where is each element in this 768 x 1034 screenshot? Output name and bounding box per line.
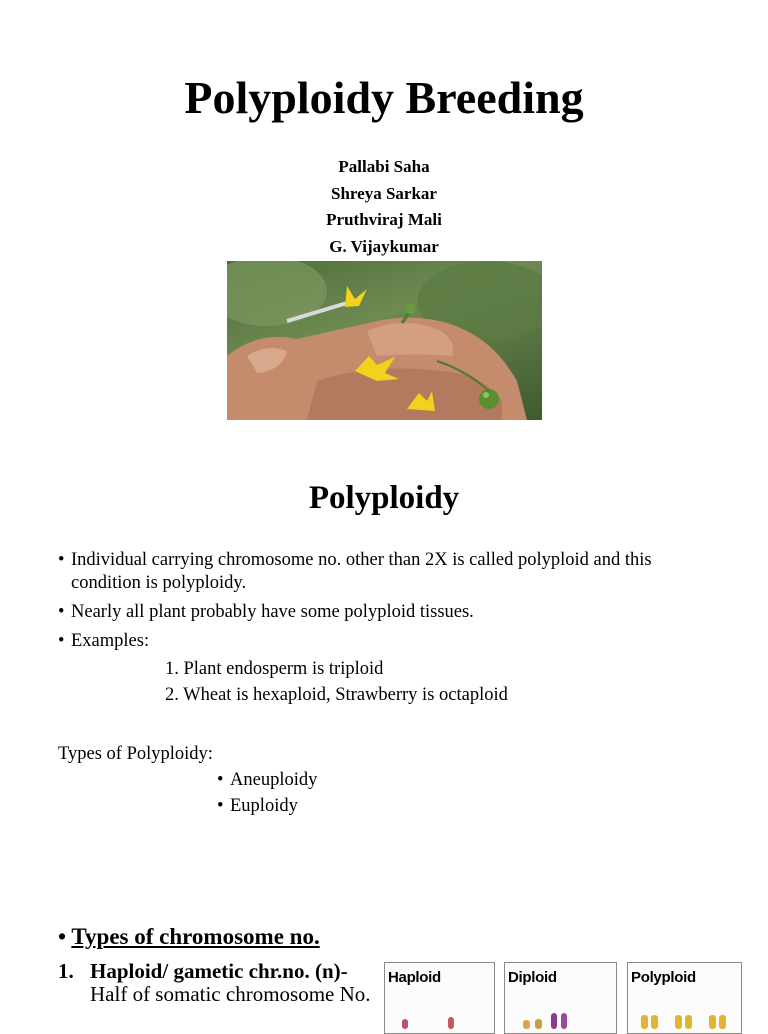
chromosome-shape bbox=[561, 1013, 567, 1029]
chromosome-shape bbox=[448, 1017, 454, 1029]
chromosome-shape bbox=[719, 1015, 726, 1029]
type-item: • Euploidy bbox=[217, 793, 317, 819]
chromosome-shape bbox=[685, 1015, 692, 1029]
item-description: Half of somatic chromosome No. bbox=[90, 982, 371, 1006]
polyploid-panel bbox=[627, 962, 742, 1034]
page-title: Polyploidy Breeding bbox=[184, 72, 584, 123]
examples-list bbox=[165, 657, 508, 708]
author-name: Pruthviraj Mali bbox=[326, 210, 442, 229]
bullet-item: • Individual carrying chromosome no. other than 2X is called polyploid and this condition is polyploidy. bbox=[58, 549, 718, 595]
example-item: 1. Plant endosperm is triploid bbox=[165, 659, 384, 679]
diploid-panel bbox=[504, 962, 617, 1034]
type-item: • Aneuploidy bbox=[217, 767, 317, 793]
item-heading: Haploid/ gametic chr.no. (n)- bbox=[90, 959, 348, 983]
panel-label: Haploid bbox=[388, 969, 441, 986]
haploid-panel bbox=[384, 962, 495, 1034]
chromosome-shape bbox=[641, 1015, 648, 1029]
chromosome-shape bbox=[402, 1019, 408, 1029]
author-name: Shreya Sarkar bbox=[331, 183, 437, 203]
chromosome-heading-text: Types of chromosome no. bbox=[71, 924, 320, 949]
chromosome-shape bbox=[709, 1015, 716, 1029]
polyploidy-bullet-list bbox=[58, 549, 718, 659]
author-name: Pallabi Saha bbox=[338, 157, 430, 176]
bullet-item: • Nearly all plant probably have some polyploid tissues. bbox=[58, 601, 718, 624]
chromosome-heading: • Types of chromosome no. bbox=[58, 924, 320, 949]
chromosome-shape bbox=[551, 1013, 557, 1029]
chromosome-type-item bbox=[58, 960, 378, 1006]
chromosome-shape bbox=[675, 1015, 682, 1029]
types-list bbox=[217, 767, 317, 819]
author-list bbox=[0, 154, 768, 260]
author-name: G. Vijaykumar bbox=[329, 236, 439, 256]
section-heading: Polyploidy bbox=[308, 480, 460, 516]
panel-label: Diploid bbox=[508, 969, 557, 986]
item-number: 1. bbox=[58, 959, 74, 983]
panel-label: Polyploid bbox=[631, 969, 696, 986]
types-label: Types of Polyploidy: bbox=[58, 744, 213, 764]
chromosome-shape bbox=[535, 1019, 542, 1029]
example-item: 2. Wheat is hexaploid, Strawberry is octaploid bbox=[165, 684, 508, 705]
chromosome-shape bbox=[523, 1020, 530, 1029]
chromosome-shape bbox=[651, 1015, 658, 1029]
flower-emasculation-photo bbox=[227, 261, 542, 420]
bullet-item: • Examples: bbox=[58, 630, 718, 653]
